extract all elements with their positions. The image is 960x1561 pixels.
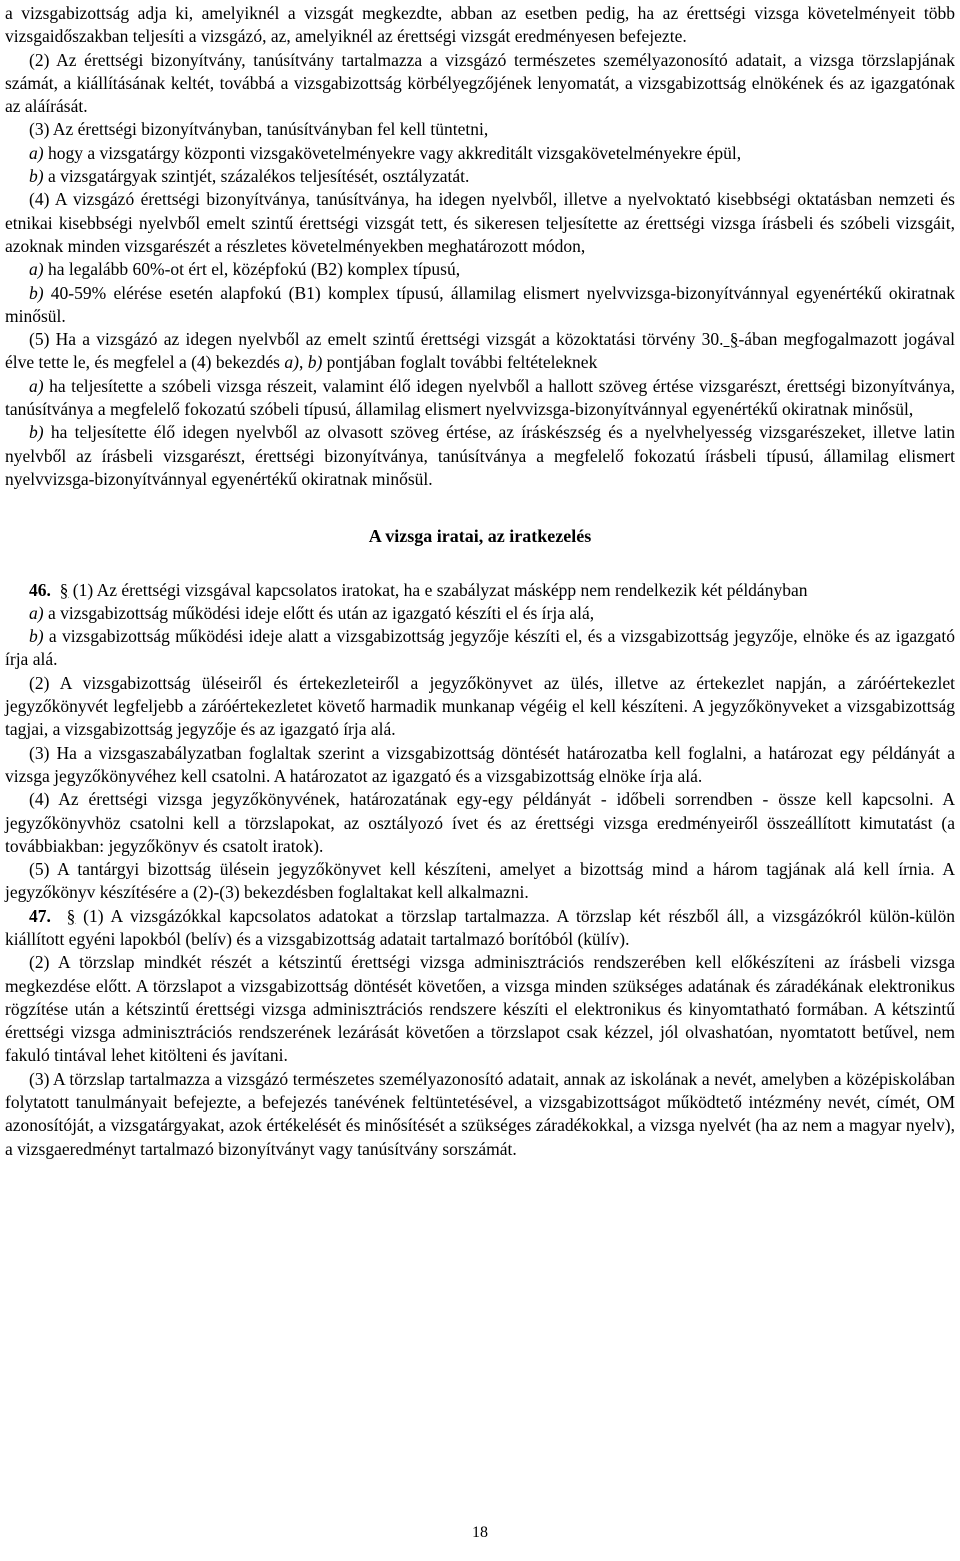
p5-post: pontjában foglalt további feltételeknek xyxy=(322,352,598,373)
page-number: 18 xyxy=(472,1524,488,1541)
item-label: a) xyxy=(29,259,44,280)
paragraph-5-a xyxy=(5,375,955,422)
section-mark-link[interactable]: § xyxy=(66,905,76,926)
item-text: hogy a vizsgatárgy központi vizsgakövetelményekre vagy akkreditált vizsgakövetelményekre épül, xyxy=(43,142,742,163)
p5-mid: -ában megfogalmazott jogával élve tette le, és megfelel a (4) bekezdés xyxy=(5,329,956,373)
item-text: a vizsgatárgyak szintjét, százalékos teljesítését, osztályzatát. xyxy=(43,166,470,187)
section-47-paragraph-2: (2) A törzslap mindkét részét a kétszintű érettségi vizsga adminisztrációs rendszerében kell előkészíteni az írásbeli vizsga megkezdése előtt. A törzslapot a vizsgabizottság döntését követően, a vizsga minden szükséges adatának és záradékának elektronikus rögzítése után a kétszintű érettségi vizsga adminisztrációs rendszere készíti el elektronikus és kinyomtatható formában. A kétszintű érettségi vizsga adminisztrációs rendszerének lezárását követően a törzslapot csak kézzel, jól olvashatóan, nyomtatott betűvel, nem fakuló tintával lehet kitölteni és javítani. xyxy=(5,952,955,1066)
paragraph-4-b xyxy=(5,282,955,329)
item-label: b) xyxy=(307,352,323,373)
item-text: ha legalább 60%-ot ért el, középfokú (B2) komplex típusú, xyxy=(43,259,461,280)
paragraph-5 xyxy=(5,328,955,375)
p5-comma: , xyxy=(298,352,308,373)
item-label: b) xyxy=(29,282,44,303)
section-heading: A vizsga iratai, az iratkezelés xyxy=(368,526,592,547)
paragraph-3: (3) Az érettségi bizonyítványban, tanúsítványban fel kell tüntetni, xyxy=(29,119,489,140)
item-text: a vizsgabizottság működési ideje előtt és után az igazgató készíti el és írja alá, xyxy=(43,602,595,623)
section-46-paragraph-3: (3) Ha a vizsgaszabályzatban foglaltak szerint a vizsgabizottság döntését határozatba kell foglalni, a határozat egy példányát a vizsga jegyzőkönyvéhez kell csatolni. A határozatot az igazgató és a vizsgabizottság elnöke írja alá. xyxy=(5,742,955,786)
item-label: b) xyxy=(29,166,44,187)
item-label: a) xyxy=(29,602,44,623)
section-47-paragraph-1 xyxy=(5,905,955,952)
item-text: ha teljesítette élő idegen nyelvből az olvasott szöveg értése, az íráskészség és a nyelvhelyesség vizsgarészeket, illetve latin nyelvből az írásbeli vizsgarészt, érettségi bizonyítványa, tanúsítványa a megfelelő fokozatú írásbeli típusú, államilag elismert nyelvvizsga-bizonyítvánnyal egyenértékű okiratnak minősül. xyxy=(5,422,955,489)
item-text: 40-59% elérése esetén alapfokú (B1) komplex típusú, államilag elismert nyelvvizsga-bizonyítvánnyal egyenértékű okiratnak minősül. xyxy=(5,282,955,326)
section-number: 46. xyxy=(29,579,51,600)
paragraph-text: (1) A vizsgázókkal kapcsolatos adatokat a törzslap tartalmazza. A törzslap két részből áll, a vizsgázókról külön-külön kiállított egyéni lapokból (belív) és a vizsgabizottság adatait tartalmazó borítóból (külív). xyxy=(5,905,955,949)
section-46-item-a xyxy=(5,602,955,625)
document-page xyxy=(5,2,955,1161)
paragraph-3-a xyxy=(5,142,955,165)
section-46-item-b xyxy=(5,625,955,672)
p5-pre: (5) Ha a vizsgázó az idegen nyelvből az emelt szintű érettségi vizsgát a közoktatási törvény 30. xyxy=(29,329,724,350)
section-mark-link[interactable]: § xyxy=(59,579,69,600)
paragraph-continuation: a vizsgabizottság adja ki, amelyiknél a vizsgát megkezdte, abban az esetben pedig, ha az érettségi vizsga követelményeit több vizsgaidőszakban teljesíti a vizsgázó, az, amelyiknél az érettségi vizsgát eredményesen befejezte. xyxy=(5,3,955,47)
section-number: 47. xyxy=(29,905,51,926)
paragraph-4: (4) A vizsgázó érettségi bizonyítványa, tanúsítványa, ha idegen nyelvből, illetve a nyelvoktató kisebbségi oktatásban nemzeti és etnikai kisebbségi nyelvből emelt szintű érettségi vizsgát tett, és sikeresen teljesítette az érettségi vizsga írásbeli és szóbeli vizsgáit, azoknak minden vizsgarészét a részletes követelményekben meghatározott módon, xyxy=(5,189,955,256)
paragraph-4-a xyxy=(5,258,955,281)
item-label: b) xyxy=(29,422,44,443)
item-label: b) xyxy=(29,626,44,647)
section-46-paragraph-2: (2) A vizsgabizottság üléseiről és értekezleteiről a jegyzőkönyvet az ülés, illetve az értekezlet napján, a záróértekezlet jegyzőkönyvét legfeljebb a záróértekezletet követő harmadik munkanap végéig el kell készíteni. A jegyzőkönyveket a vizsgabizottság tagjai, a vizsgabizottság jegyzője és az igazgató írja alá. xyxy=(5,672,955,740)
item-text: a vizsgabizottság működési ideje alatt a vizsgabizottság jegyzője készíti el, és a vizsgabizottság jegyzője, elnöke és az igazgató írja alá. xyxy=(5,626,955,670)
section-47-paragraph-3: (3) A törzslap tartalmazza a vizsgázó természetes személyazonosító adatait, annak az iskolának a nevét, amelyben a középiskolában folytatott tanulmányait befejezte, a befejezés tanévének feltüntetésével, a vizsgabizottságot működtető intézmény nevét, címét, OM azonosítóját, a vizsgatárgyakat, azok értékelését és minősítését a szükséges záradékokkal, a vizsga nyelvét (ha az nem a magyar nyelv), a vizsgaeredményt tartalmazó bizonyítványt vagy tanúsítvány sorszámát. xyxy=(5,1068,955,1159)
section-mark-link[interactable]: § xyxy=(723,329,739,350)
item-label: a) xyxy=(284,352,299,373)
paragraph-text: (1) Az érettségi vizsgával kapcsolatos iratokat, ha e szabályzat másképp nem rendelkezik két példányban xyxy=(68,579,808,600)
item-label: a) xyxy=(29,375,44,396)
section-46-paragraph-1 xyxy=(5,579,955,602)
section-46-paragraph-4: (4) Az érettségi vizsga jegyzőkönyvének, határozatának egy-egy példányát - időbeli sorrendben - össze kell kapcsolni. A jegyzőkönyvhöz csatolni kell a törzslapokat, az osztályozó ívet és az érettségi vizsga eredményeiről összeállított kimutatást (a továbbiakban: jegyzőkönyv és csatolt iratok). xyxy=(5,789,955,856)
item-text: ha teljesítette a szóbeli vizsga részeit, valamint élő idegen nyelvből a hallott szöveg értése vizsgarészt, érettségi bizonyítványa, tanúsítványa a megfelelő fokozatú szóbeli típusú, államilag elismert nyelvvizsga-bizonyítvánnyal egyenértékű okiratnak minősül, xyxy=(5,375,955,420)
paragraph-3-b xyxy=(5,165,955,188)
item-label: a) xyxy=(29,142,44,163)
paragraph-5-b xyxy=(5,421,955,491)
paragraph-2: (2) Az érettségi bizonyítvány, tanúsítvány tartalmazza a vizsgázó természetes személyazonosító adatait, a vizsga törzslapjának számát, a kiállításának keltét, továbbá a vizsgabizottság körbélyegzőjének lenyomatát, a vizsgabizottság elnökének és az igazgatónak az aláírását. xyxy=(5,49,955,117)
section-46-paragraph-5: (5) A tantárgyi bizottság ülésein jegyzőkönyvet kell készíteni, amelyet a bizottság mind a három tagjának alá kell írnia. A jegyzőkönyv készítésére a (2)-(3) bekezdésben foglaltakat kell alkalmazni. xyxy=(5,859,955,903)
